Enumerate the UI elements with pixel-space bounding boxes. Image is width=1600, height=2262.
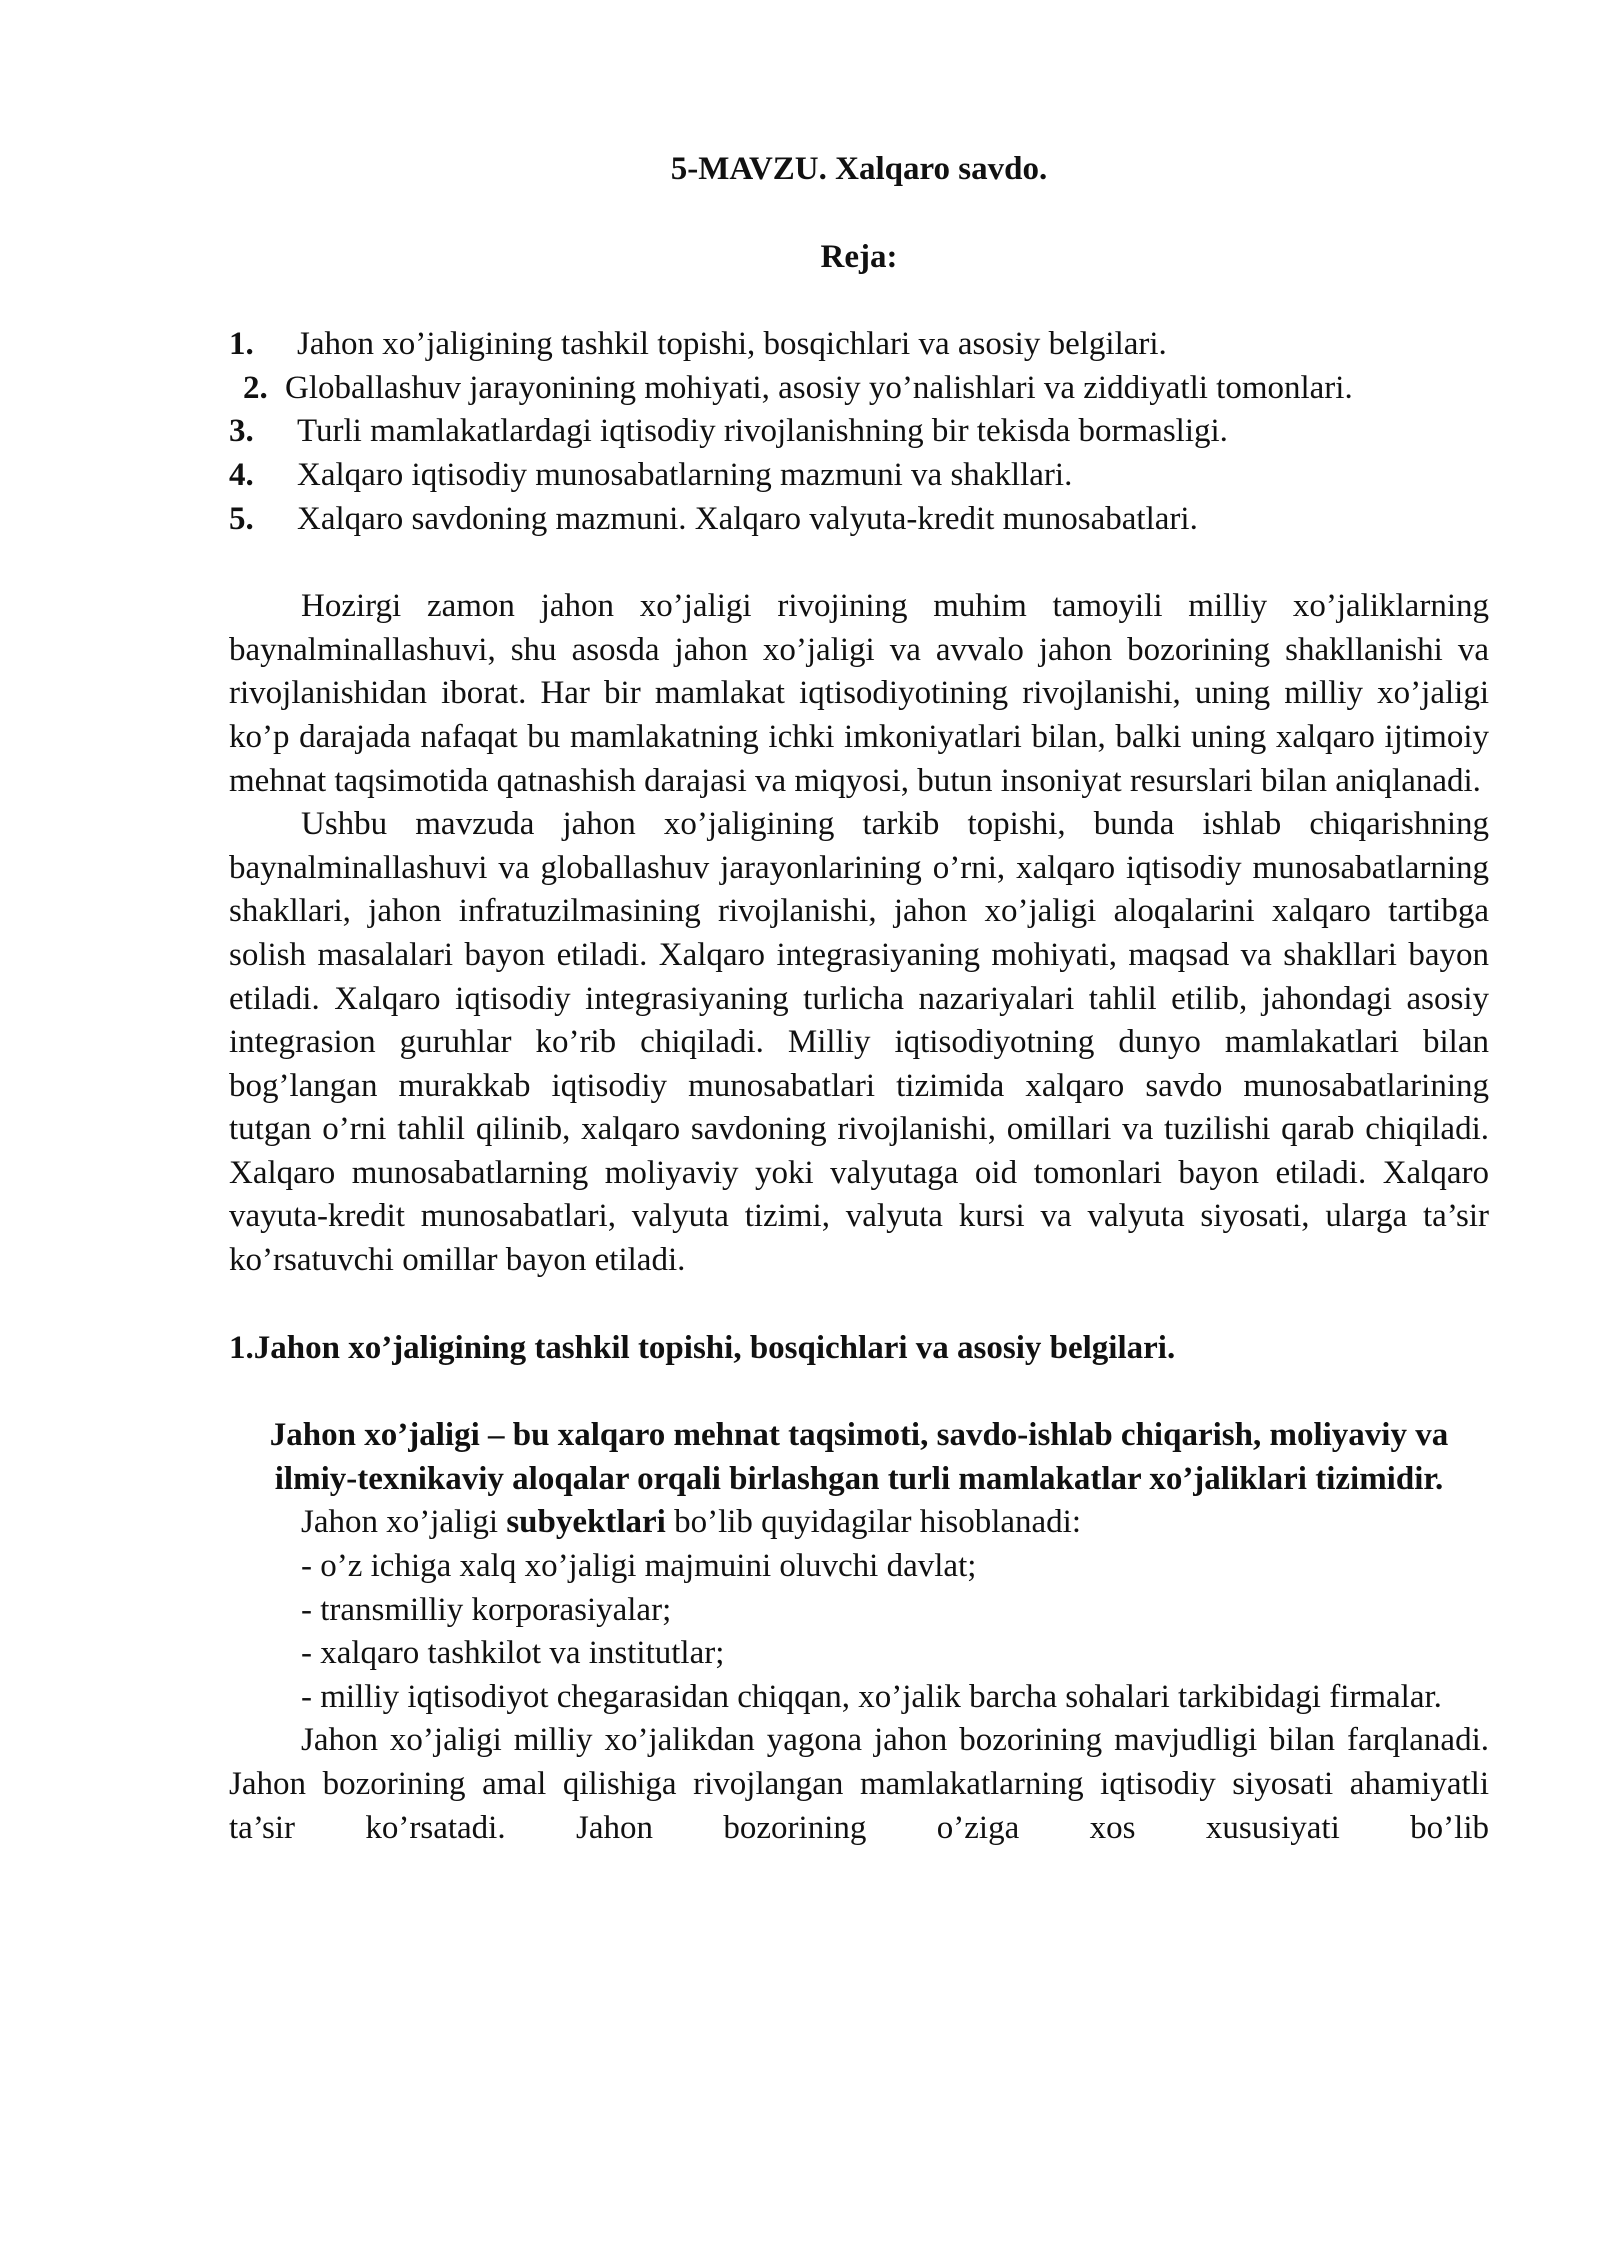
subject-list-item: - o’z ichiga xalq xo’jaligi majmuini oluvchi davlat;: [301, 1548, 977, 1585]
plan-item-text: Xalqaro iqtisodiy munosabatlarning mazmuni va shakllari.: [297, 456, 1073, 493]
subjects-intro: [229, 1501, 1489, 1545]
subjects-term: subyektlari: [506, 1504, 666, 1541]
plan-item-2: [229, 367, 1489, 411]
plan-item-number: 3.: [229, 413, 254, 450]
intro-paragraph-2: Ushbu mavzuda jahon xo’jaligining tarkib topishi, bunda ishlab chiqarishning baynalminallashuvi va globallashuv jarayonlarining o’rni, xalqaro iqtisodiy munosabatlarning shakllari, jahon infratuzilmasining rivojlanishi, jahon xo’jaligi aloqalarini xalqaro tartibga solish masalalari bayon etiladi. Xalqaro integrasiyaning mohiyati, maqsad va shakllari bayon etiladi. Xalqaro iqtisodiy integrasiyaning turlicha nazariyalari tahlil etilib, jahondagi asosiy integrasion guruhlar ko’rib chiqiladi. Milliy iqtisodiyotning dunyo mamlakatlari bilan bog’langan murakkab iqtisodiy munosabatlari tizimida xalqaro savdo munosabatlarining tutgan o’rni tahlil qilinib, xalqaro savdoning rivojlanishi, omillari va tuzilishi qarab chiqiladi. Xalqaro munosabatlarning moliyaviy yoki valyutaga oid tomonlari bayon etiladi. Xalqaro vayuta-kredit munosabatlari, valyuta tizimi, valyuta kursi va valyuta siyosati, ularga ta’sir ko’rsatuvchi omillar bayon etiladi.: [229, 806, 1489, 1279]
plan-item-text: Globallashuv jarayonining mohiyati, asosiy yo’nalishlari va ziddiyatli tomonlari.: [285, 369, 1353, 406]
plan-item-number: 4.: [229, 456, 254, 493]
plan-item-number: 1.: [229, 326, 254, 363]
definition-paragraph: Jahon xo’jaligi – bu xalqaro mehnat taqsimoti, savdo-ishlab chiqarish, moliyaviy va ilmiy-texnikaviy aloqalar orqali birlashgan turli mamlakatlar xo’jaliklari tizimidir.: [269, 1417, 1449, 1497]
page-title: 5-MAVZU. Xalqaro savdo.: [670, 151, 1048, 187]
subject-list-item-last: - milliy iqtisodiyot chegarasidan chiqqan, xo’jalik barcha sohalari tarkibidagi firmalar.: [301, 1678, 1442, 1715]
intro-paragraph-1: Hozirgi zamon jahon xo’jaligi rivojining muhim tamoyili milliy xo’jaliklarning baynalminallashuvi, shu asosda jahon xo’jaligi va avvalo jahon bozorining shakllanishi va rivojlanishidan iborat. Har bir mamlakat iqtisodiyotining rivojlanishi, uning milliy xo’jaligi ko’p darajada nafaqat bu mamlakatning ichki imkoniyatlari bilan, balki uning xalqaro ijtimoiy mehnat taqsimotida qatnashish darajasi va miqyosi, butun insoniyat resurslari bilan aniqlanadi.: [229, 588, 1489, 799]
plan-item-text: Turli mamlakatlardagi iqtisodiy rivojlanishning bir tekisda bormasligi.: [297, 413, 1228, 450]
plan-item-5: [229, 498, 1489, 542]
section-heading: 1.Jahon xo’jaligining tashkil topishi, bosqichlari va asosiy belgilari.: [229, 1329, 1176, 1366]
plan-item-text: Xalqaro savdoning mazmuni. Xalqaro valyuta-kredit munosabatlari.: [297, 500, 1198, 537]
subject-list-item: - transmilliy korporasiyalar;: [301, 1591, 672, 1628]
plan-item-1: [229, 323, 1489, 367]
subjects-intro-before: Jahon xo’jaligi: [301, 1504, 507, 1541]
plan-heading: Reja:: [820, 238, 898, 275]
subjects-intro-after: bo’lib quyidagilar hisoblanadi:: [665, 1504, 1082, 1541]
plan-item-3: [229, 410, 1489, 454]
plan-list: [229, 323, 1489, 541]
plan-item-number: 2.: [243, 369, 268, 406]
plan-item-text: Jahon xo’jaligining tashkil topishi, bosqichlari va asosiy belgilari.: [297, 326, 1167, 363]
subject-list-item: - xalqaro tashkilot va institutlar;: [301, 1635, 725, 1672]
plan-item-4: [229, 454, 1489, 498]
document-page: [229, 148, 1489, 1850]
closing-paragraph: Jahon xo’jaligi milliy xo’jalikdan yagona jahon bozorining mavjudligi bilan farqlanadi. Jahon bozorining amal qilishiga rivojlangan mamlakatlarning iqtisodiy siyosati ahamiyatli ta’sir ko’rsatadi. Jahon bozorining o’ziga xos xususiyati bo’lib: [229, 1722, 1489, 1846]
plan-item-number: 5.: [229, 500, 254, 537]
